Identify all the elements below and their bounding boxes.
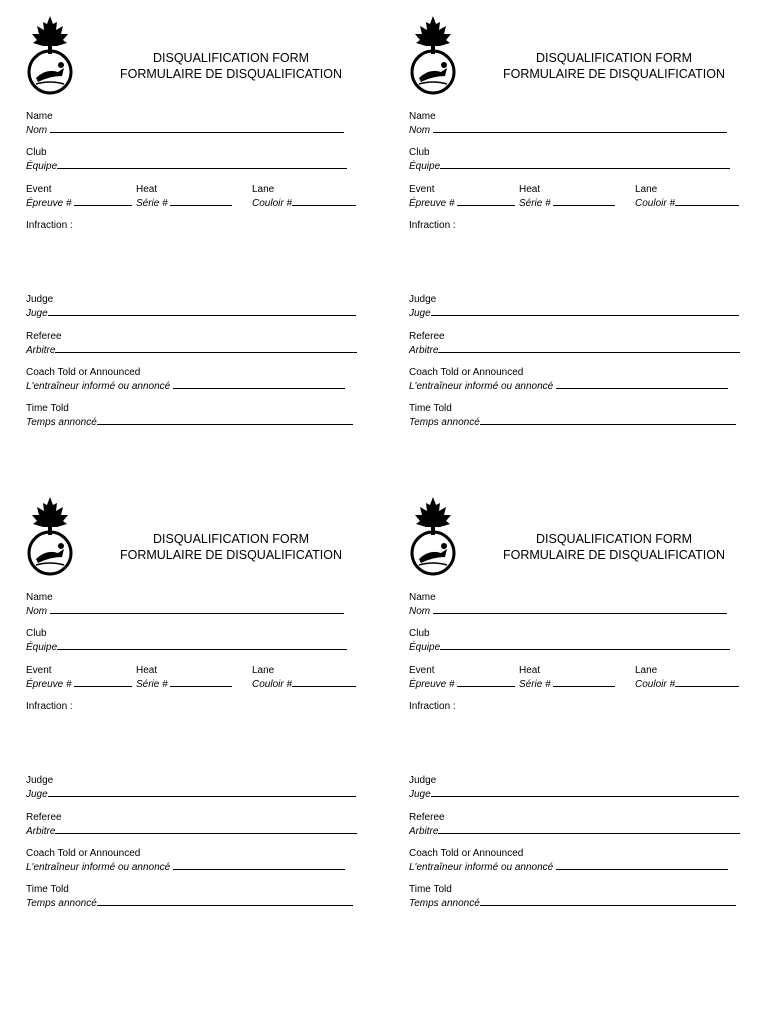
club-line[interactable] [57,159,347,169]
judge-label: Judge [409,294,437,305]
lane-field[interactable] [635,665,739,691]
lane-line[interactable] [675,677,739,687]
referee-field[interactable] [409,812,740,838]
time-line[interactable] [97,896,353,906]
heat-label-fr: Série # [519,198,551,209]
infraction-label: Infraction : [26,220,73,231]
heat-field[interactable] [136,665,232,691]
referee-line[interactable] [55,824,357,834]
judge-field[interactable] [409,775,739,801]
coach-line[interactable] [556,379,728,389]
coach-label: Coach Told or Announced [409,848,524,859]
time-label-fr: Temps annoncé [409,898,480,909]
name-label: Name [26,592,53,603]
name-field[interactable] [26,592,344,618]
referee-label-fr: Arbitre [26,826,56,837]
coach-line[interactable] [556,860,728,870]
lane-field[interactable] [252,184,356,210]
club-field[interactable] [409,628,730,654]
event-label: Event [26,184,52,195]
maple-leaf-swimmer-logo-icon [409,14,457,100]
club-field[interactable] [26,147,347,173]
judge-field[interactable] [26,775,356,801]
event-label-fr: Épreuve # [409,198,455,209]
club-field[interactable] [26,628,347,654]
referee-label: Referee [26,812,62,823]
judge-label-fr: Juge [26,789,48,800]
disqualification-form [409,481,759,921]
club-label: Club [26,147,47,158]
judge-line[interactable] [431,787,739,797]
referee-label-fr: Arbitre [409,345,439,356]
coach-field[interactable] [26,367,345,393]
heat-label-fr: Série # [519,679,551,690]
event-field[interactable] [26,665,132,691]
event-label: Event [26,665,52,676]
heat-label: Heat [519,184,541,195]
heat-label-fr: Série # [136,679,168,690]
time-line[interactable] [97,415,353,425]
club-line[interactable] [440,159,730,169]
name-line[interactable] [50,123,344,133]
referee-line[interactable] [438,824,740,834]
coach-label: Coach Told or Announced [409,367,524,378]
name-field[interactable] [409,592,727,618]
form-title [96,531,366,563]
time-line[interactable] [480,415,736,425]
heat-field[interactable] [519,665,615,691]
form-title-en: DISQUALIFICATION FORM [152,532,310,546]
time-label: Time Told [409,884,452,895]
time-label-fr: Temps annoncé [409,417,480,428]
disqualification-form [409,0,759,440]
name-label-fr: Nom [409,125,431,136]
infraction-label: Infraction : [409,220,456,231]
judge-field[interactable] [26,294,356,320]
coach-line[interactable] [173,379,345,389]
club-label-fr: Équipe [26,161,58,172]
club-field[interactable] [409,147,730,173]
form-title-fr: FORMULAIRE DE DISQUALIFICATION [502,67,725,81]
judge-label: Judge [26,294,54,305]
heat-line[interactable] [170,677,232,687]
lane-field[interactable] [252,665,356,691]
event-label-fr: Épreuve # [26,198,72,209]
referee-line[interactable] [438,343,740,353]
time-field[interactable] [26,884,353,910]
club-label: Club [409,147,430,158]
heat-label-fr: Série # [136,198,168,209]
infraction-label: Infraction : [26,701,73,712]
judge-label: Judge [409,775,437,786]
referee-label-fr: Arbitre [26,345,56,356]
referee-line[interactable] [55,343,357,353]
heat-line[interactable] [553,677,615,687]
name-label-fr: Nom [26,606,48,617]
coach-label-fr: L'entraîneur informé ou annoncé [409,862,554,873]
name-label: Name [409,592,436,603]
club-label-fr: Équipe [26,642,58,653]
club-label-fr: Équipe [409,642,441,653]
name-label: Name [409,111,436,122]
event-line[interactable] [457,677,515,687]
club-label: Club [26,628,47,639]
event-line[interactable] [74,196,132,206]
heat-label: Heat [136,184,158,195]
lane-label: Lane [635,184,658,195]
coach-label: Coach Told or Announced [26,848,141,859]
form-title [96,50,366,82]
club-label-fr: Équipe [409,161,441,172]
lane-label: Lane [252,665,275,676]
form-title-en: DISQUALIFICATION FORM [535,51,693,65]
event-label-fr: Épreuve # [26,679,72,690]
lane-field[interactable] [635,184,739,210]
lane-label-fr: Couloir # [635,198,676,209]
event-field[interactable] [26,184,132,210]
judge-label-fr: Juge [409,789,431,800]
time-field[interactable] [409,884,736,910]
time-label: Time Told [409,403,452,414]
club-line[interactable] [57,640,347,650]
event-line[interactable] [457,196,515,206]
form-title-en: DISQUALIFICATION FORM [152,51,310,65]
name-line[interactable] [433,604,727,614]
name-line[interactable] [433,123,727,133]
judge-line[interactable] [48,787,356,797]
event-label: Event [409,184,435,195]
name-field[interactable] [26,111,344,137]
heat-label: Heat [519,665,541,676]
lane-label-fr: Couloir # [252,198,293,209]
heat-line[interactable] [170,196,232,206]
lane-label: Lane [635,665,658,676]
maple-leaf-swimmer-logo-icon [26,14,74,100]
lane-line[interactable] [292,196,356,206]
event-label: Event [409,665,435,676]
form-title-fr: FORMULAIRE DE DISQUALIFICATION [119,548,342,562]
form-title [479,531,749,563]
heat-label: Heat [136,665,158,676]
referee-label: Referee [409,812,445,823]
form-title-en: DISQUALIFICATION FORM [535,532,693,546]
event-line[interactable] [74,677,132,687]
infraction-field[interactable] [26,701,73,713]
time-field[interactable] [26,403,353,429]
time-field[interactable] [409,403,736,429]
coach-field[interactable] [26,848,345,874]
judge-label: Judge [26,775,54,786]
disqualification-form [26,0,376,440]
infraction-field[interactable] [409,701,456,713]
coach-label: Coach Told or Announced [26,367,141,378]
event-field[interactable] [409,665,515,691]
maple-leaf-swimmer-logo-icon [26,495,74,581]
referee-field[interactable] [26,331,357,357]
lane-label-fr: Couloir # [252,679,293,690]
form-title-fr: FORMULAIRE DE DISQUALIFICATION [119,67,342,81]
coach-label-fr: L'entraîneur informé ou annoncé [26,381,171,392]
name-label: Name [26,111,53,122]
lane-line[interactable] [675,196,739,206]
judge-line[interactable] [431,306,739,316]
time-label: Time Told [26,884,69,895]
form-title-fr: FORMULAIRE DE DISQUALIFICATION [502,548,725,562]
event-label-fr: Épreuve # [409,679,455,690]
disqualification-form [26,481,376,921]
name-label-fr: Nom [409,606,431,617]
heat-field[interactable] [519,184,615,210]
club-label: Club [409,628,430,639]
lane-label-fr: Couloir # [635,679,676,690]
referee-label: Referee [409,331,445,342]
lane-line[interactable] [292,677,356,687]
referee-label-fr: Arbitre [409,826,439,837]
time-label: Time Told [26,403,69,414]
heat-field[interactable] [136,184,232,210]
event-field[interactable] [409,184,515,210]
judge-line[interactable] [48,306,356,316]
coach-line[interactable] [173,860,345,870]
judge-label-fr: Juge [409,308,431,319]
heat-line[interactable] [553,196,615,206]
coach-field[interactable] [409,848,728,874]
lane-label: Lane [252,184,275,195]
judge-field[interactable] [409,294,739,320]
infraction-field[interactable] [26,220,73,232]
coach-label-fr: L'entraîneur informé ou annoncé [26,862,171,873]
referee-field[interactable] [26,812,357,838]
coach-field[interactable] [409,367,728,393]
name-field[interactable] [409,111,727,137]
name-line[interactable] [50,604,344,614]
form-title [479,50,749,82]
maple-leaf-swimmer-logo-icon [409,495,457,581]
infraction-label: Infraction : [409,701,456,712]
infraction-field[interactable] [409,220,456,232]
club-line[interactable] [440,640,730,650]
time-line[interactable] [480,896,736,906]
name-label-fr: Nom [26,125,48,136]
referee-label: Referee [26,331,62,342]
judge-label-fr: Juge [26,308,48,319]
referee-field[interactable] [409,331,740,357]
coach-label-fr: L'entraîneur informé ou annoncé [409,381,554,392]
time-label-fr: Temps annoncé [26,417,97,428]
time-label-fr: Temps annoncé [26,898,97,909]
